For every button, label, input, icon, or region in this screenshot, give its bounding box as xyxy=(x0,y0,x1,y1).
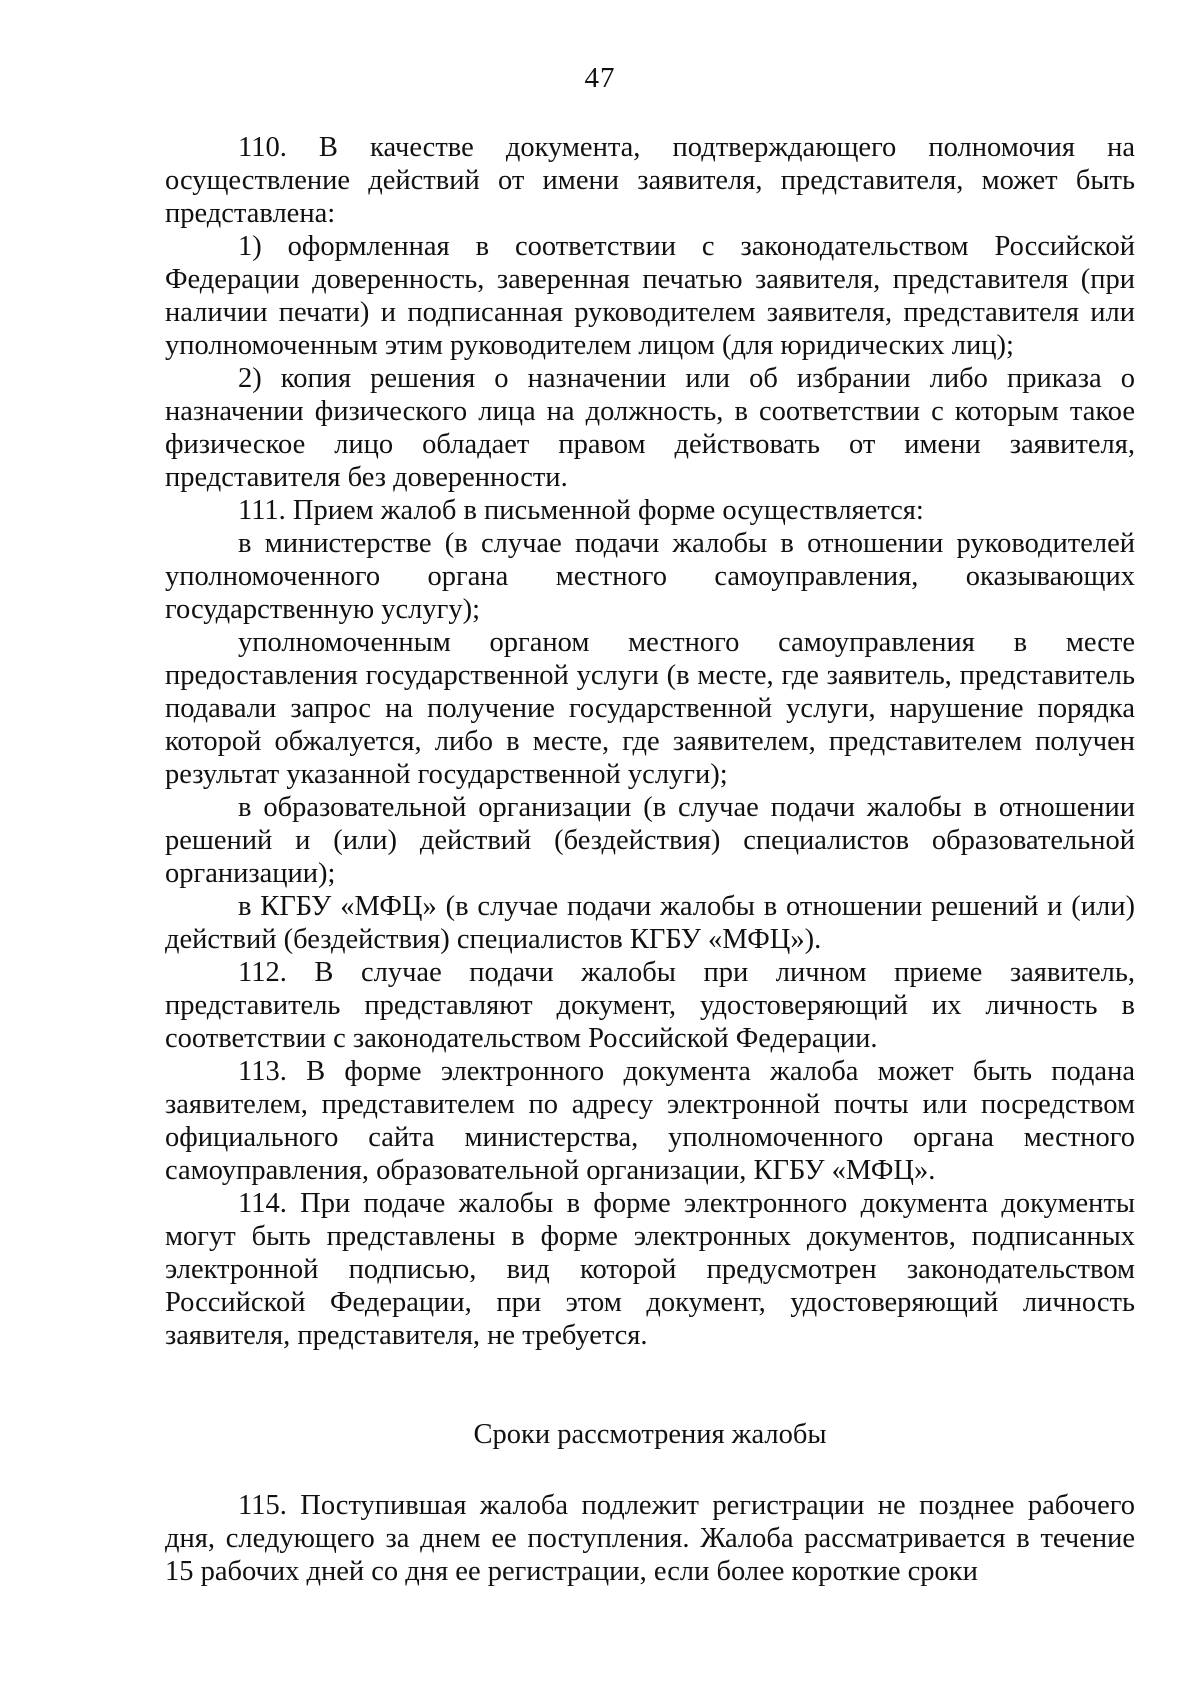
paragraph-111-educational-org: в образовательной организации (в случае подачи жалобы в отношении решений и (или) действий (бездействия) специалистов образовательной организации); xyxy=(165,792,1135,889)
paragraph-114: 114. При подаче жалобы в форме электронного документа документы могут быть представлены в форме электронных документов, подписанных электронной подписью, вид которой предусмотрен законодательством Российской Федерации, при этом документ, удостоверяющий личность заявителя, представителя, не требуется. xyxy=(165,1188,1135,1351)
page-number: 47 xyxy=(584,62,616,94)
paragraph-110-item-2: 2) копия решения о назначении или об избрании либо приказа о назначении физического лица на должность, в соответствии с которым такое физическое лицо обладает правом действовать от имени заявителя, представителя без доверенности. xyxy=(165,363,1135,493)
paragraph-111-local-authority: уполномоченным органом местного самоуправления в месте предоставления государственной услуги (в месте, где заявитель, представитель подавали запрос на получение государственной услуги, нарушение порядка которой обжалуется, либо в месте, где заявителем, представителем получен результат указанной государственной услуги); xyxy=(165,627,1135,790)
document-body-top xyxy=(165,131,1135,1352)
paragraph-112: 112. В случае подачи жалобы при личном приеме заявитель, представитель представляют документ, удостоверяющий их личность в соответствии с законодательством Российской Федерации. xyxy=(165,957,1135,1054)
section-heading: Сроки рассмотрения жалобы xyxy=(473,1419,827,1450)
paragraph-113: 113. В форме электронного документа жалоба может быть подана заявителем, представителем по адресу электронной почты или посредством официального сайта министерства, уполномоченного органа местного самоуправления, образовательной организации, КГБУ «МФЦ». xyxy=(165,1056,1135,1186)
paragraph-111: 111. Прием жалоб в письменной форме осуществляется: xyxy=(238,495,924,526)
paragraph-115: 115. Поступившая жалоба подлежит регистрации не позднее рабочего дня, следующего за днем ее поступления. Жалоба рассматривается в течение 15 рабочих дней со дня ее регистрации, если более короткие сроки xyxy=(165,1490,1135,1587)
document-body-bottom xyxy=(165,1489,1135,1588)
paragraph-110: 110. В качестве документа, подтверждающего полномочия на осуществление действий от имени заявителя, представителя, может быть представлена: xyxy=(165,132,1135,229)
paragraph-111-ministry: в министерстве (в случае подачи жалобы в отношении руководителей уполномоченного органа местного самоуправления, оказывающих государственную услугу); xyxy=(165,528,1135,625)
paragraph-110-item-1: 1) оформленная в соответствии с законодательством Российской Федерации доверенность, заверенная печатью заявителя, представителя (при наличии печати) и подписанная руководителем заявителя, представителя или уполномоченным этим руководителем лицом (для юридических лиц); xyxy=(165,231,1135,361)
paragraph-111-mfc: в КГБУ «МФЦ» (в случае подачи жалобы в отношении решений и (или) действий (бездействия) специалистов КГБУ «МФЦ»). xyxy=(165,891,1135,955)
